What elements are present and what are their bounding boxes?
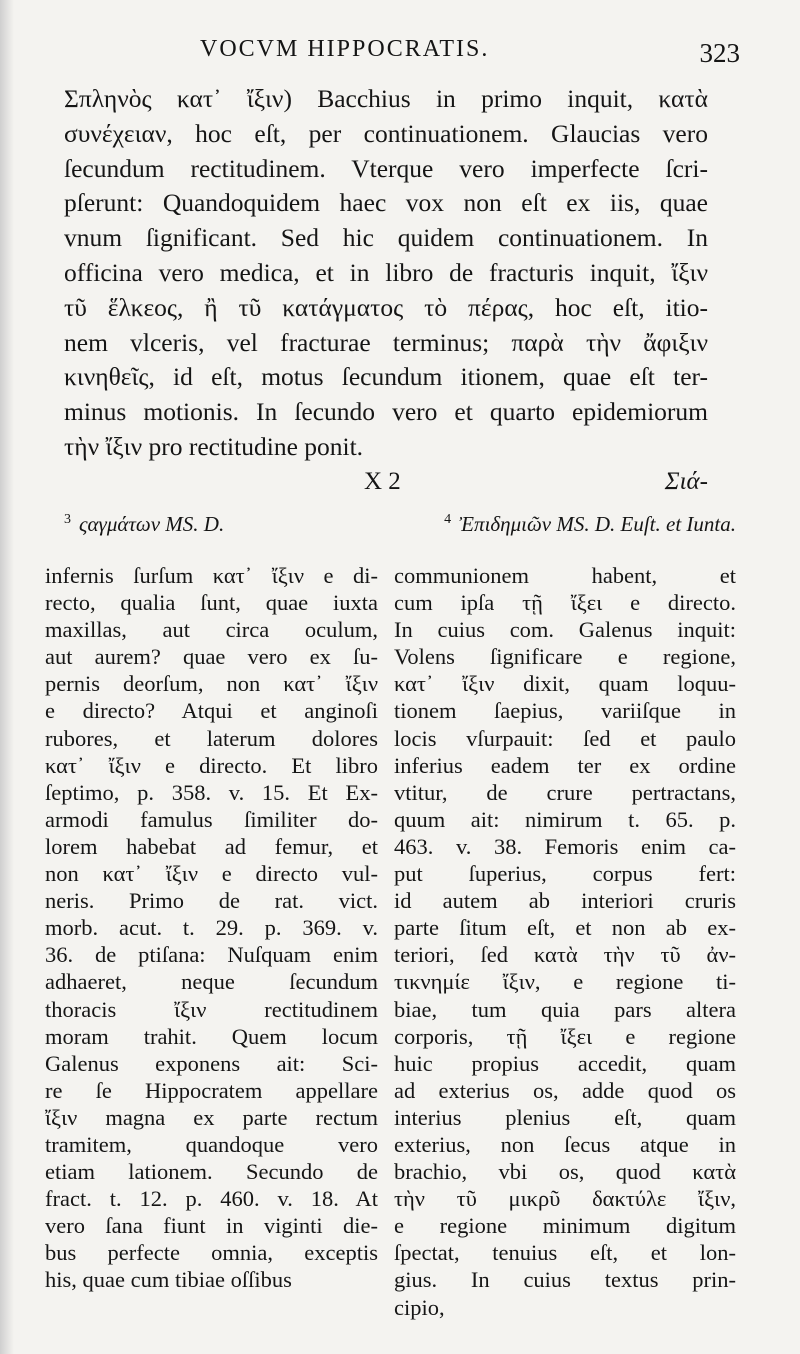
text-line: 463. v. 38. Femoris enim ca-	[394, 833, 736, 859]
text-line: τὴν ἴξιν pro rectitudine ponit.	[64, 431, 364, 461]
text-line: Volens ſignificare e regione,	[394, 644, 736, 670]
text-line: put ſuperius, corpus fert:	[394, 861, 736, 887]
text-line: armodi famulus ſimiliter do-	[45, 806, 378, 832]
text-line: adhaeret, neque ſecundum	[45, 969, 378, 995]
text-line: tionem ſaepius, variiſque in	[394, 698, 736, 724]
text-line: ſecundum rectitudinem. Vterque vero imperfecte ſcri-	[64, 153, 708, 183]
text-line: ſeptimo, p. 358. v. 15. Et Ex-	[45, 779, 378, 805]
text-line: officina vero medica, et in libro de fracturis inquit, ἴξιν	[64, 257, 708, 287]
text-line: pſerunt: Quandoquidem haec vox non eſt ex iis, quae	[64, 188, 708, 218]
text-line: ſpectat, tenuius eſt, et lon-	[394, 1240, 736, 1266]
text-line: teriori, ſed κατὰ τὴν τῦ ἀν-	[394, 942, 736, 968]
text-line: tramitem, quandoque vero	[45, 1131, 378, 1157]
page-number: 323	[699, 38, 740, 68]
text-line: aut aurem? quae vero ex ſu-	[45, 644, 378, 670]
text-line: quum ait: nimirum t. 65. p.	[394, 806, 736, 832]
text-line: συνέχειαν, hoc eſt, per continuationem. Glaucias vero	[64, 118, 708, 148]
commentary-right-column	[394, 562, 736, 1321]
text-line: maxillas, aut circa oculum,	[45, 617, 378, 643]
running-title: VOCVM HIPPOCRATIS.	[200, 36, 490, 62]
footnote-3: $^3$ ςαγμάτων MS. D.	[64, 512, 225, 536]
text-line: nem vlceris, vel fracturae terminus; παρὰ τὴν ἄφιξιν	[64, 327, 708, 357]
text-line: τὴν τῦ μικρῦ δακτύλε ἴξιν,	[394, 1186, 736, 1212]
text-line: vtitur, de crure pertractans,	[394, 779, 736, 805]
text-line: κινηθεῖς, id eſt, motus ſecundum itionem, quae eſt ter-	[64, 362, 708, 392]
text-line: his, quae cum tibiae oſſibus	[45, 1267, 292, 1293]
text-line: ἴξιν magna ex parte rectum	[45, 1104, 378, 1130]
text-line: etiam lationem. Secundo de	[45, 1159, 378, 1185]
text-line: parte ſitum eſt, et non ab ex-	[394, 915, 736, 941]
text-line: gius. In cuius textus prin-	[394, 1267, 736, 1293]
text-line: huic propius accedit, quam	[394, 1050, 736, 1076]
text-line: τικνημίε ἴξιν, e regione ti-	[394, 969, 736, 995]
text-line: τῦ ἕλκεος, ἢ τῦ κατάγματος τὸ πέρας, hoc eſt, itio-	[64, 292, 708, 322]
text-line: id autem ab interiori cruris	[394, 888, 736, 914]
text-line: Σπληνὸς κατ᾽ ἴξιν) Bacchius in primo inquit, κατὰ	[64, 84, 708, 113]
footnote-4: $^4$ Ἐπιδημιῶν MS. D. Euſt. et Iunta.	[444, 512, 736, 536]
text-line: recto, qualia ſunt, quae iuxta	[45, 590, 378, 616]
text-line: corporis, τῇ ἴξει e regione	[394, 1023, 736, 1049]
text-line: cum ipſa τῇ ἴξει e directo.	[394, 590, 736, 616]
text-line: non κατ᾽ ἴξιν e directo vul-	[45, 861, 378, 887]
main-paragraph	[64, 82, 708, 465]
catchword: Σιά-	[664, 468, 708, 495]
text-line: re ſe Hippocratem appellare	[45, 1077, 378, 1103]
text-line: brachio, vbi os, quod κατὰ	[394, 1159, 736, 1185]
text-line: communionem habent, et	[394, 563, 736, 588]
text-line: infernis ſurſum κατ᾽ ἴξιν e di-	[45, 563, 378, 588]
running-head	[60, 36, 740, 76]
text-line: morb. acut. t. 29. p. 369. v.	[45, 915, 378, 941]
text-line: vnum ſignificant. Sed hic quidem continuationem. In	[64, 223, 708, 253]
text-line: minus motionis. In ſecundo vero et quarto epidemiorum	[64, 397, 708, 427]
text-line: locis vſurpauit: ſed et paulo	[394, 725, 736, 751]
text-line: moram trahit. Quem locum	[45, 1023, 378, 1049]
text-line: vero ſana fiunt in viginti die-	[45, 1213, 378, 1239]
text-line: fract. t. 12. p. 460. v. 18. At	[45, 1186, 378, 1212]
text-line: κατ᾽ ἴξιν e directo. Et libro	[45, 752, 378, 778]
text-line: ad exterius os, adde quod os	[394, 1077, 736, 1103]
text-line: 36. de ptiſana: Nuſquam enim	[45, 942, 378, 968]
text-line: inferius eadem ter ex ordine	[394, 752, 736, 778]
signature-mark: X 2	[364, 468, 401, 495]
text-line: Galenus exponens ait: Sci-	[45, 1050, 378, 1076]
text-line: biae, tum quia pars altera	[394, 996, 736, 1022]
text-line: κατ᾽ ἴξιν dixit, quam loquu-	[394, 671, 736, 697]
signature-line	[64, 464, 708, 498]
text-line: lorem habebat ad femur, et	[45, 833, 378, 859]
text-line: rubores, et laterum dolores	[45, 725, 378, 751]
text-line: e directo? Atqui et anginoſi	[45, 698, 378, 724]
text-line: bus perfecte omnia, exceptis	[45, 1240, 378, 1266]
commentary-left-column	[45, 562, 378, 1294]
text-line: interius plenius eſt, quam	[394, 1104, 736, 1130]
text-line: neris. Primo de rat. vict.	[45, 888, 378, 914]
footnotes	[64, 512, 736, 537]
text-line: e regione minimum digitum	[394, 1213, 736, 1239]
text-line: pernis deorſum, non κατ᾽ ἴξιν	[45, 671, 378, 697]
text-line: exterius, non ſecus atque in	[394, 1131, 736, 1157]
text-line: In cuius com. Galenus inquit:	[394, 617, 736, 643]
text-line: thoracis ἴξιν rectitudinem	[45, 996, 378, 1022]
text-line: cipio,	[394, 1294, 445, 1320]
